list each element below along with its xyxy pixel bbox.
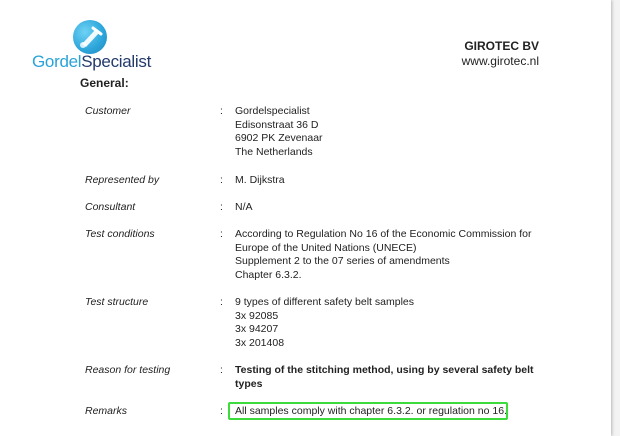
value-line: 3x 94207 [235, 323, 279, 335]
row-colon: : [220, 105, 223, 117]
row-colon: : [220, 201, 223, 213]
gordelspecialist-logo [32, 20, 152, 72]
company-name: GIROTEC BV [464, 39, 539, 53]
row-colon: : [220, 174, 223, 186]
value-line: Supplement 2 to the 07 series of amendments [235, 255, 450, 267]
company-header [462, 39, 539, 69]
row-label: Test structure [85, 296, 149, 308]
value-line: Chapter 6.3.2. [235, 268, 302, 281]
row-label: Remarks [85, 405, 128, 417]
row-value [235, 296, 535, 350]
row-label: Customer [85, 105, 131, 117]
row-colon: : [220, 296, 223, 308]
row-value [235, 201, 535, 215]
value-line: 3x 92085 [235, 309, 279, 322]
value-line: The Netherlands [235, 145, 313, 158]
company-website: www.girotec.nl [461, 54, 539, 68]
value-line: Edisonstraat 36 D [235, 118, 319, 131]
logo-wordmark: GordelSpecialist [32, 52, 151, 71]
row-value [235, 174, 535, 188]
row-value [235, 228, 535, 282]
value-line: N/A [235, 201, 253, 213]
row-value [235, 364, 535, 391]
value-line: Gordelspecialist [235, 105, 310, 117]
logo-emblem-icon [73, 20, 107, 54]
value-line: M. Dijkstra [235, 174, 285, 186]
row-label: Reason for testing [85, 364, 171, 376]
remarks-highlight-box [228, 402, 508, 420]
row-label: Consultant [85, 201, 136, 213]
row-value [235, 105, 535, 159]
value-line: According to Regulation No 16 of the Economic Commission for [235, 228, 532, 240]
section-title: General: [80, 76, 129, 90]
value-line: Europe of the United Nations (UNECE) [235, 241, 417, 254]
value-line: 9 types of different safety belt samples [235, 296, 414, 308]
value-line: Testing of the stitching method, using by several safety belt types [235, 364, 534, 390]
row-colon: : [220, 405, 223, 417]
value-line: All samples comply with chapter 6.3.2. or regulation no 16. [235, 405, 507, 417]
row-label: Test conditions [85, 228, 155, 240]
row-colon: : [220, 228, 223, 240]
value-line: 6902 PK Zevenaar [235, 132, 323, 144]
row-label: Represented by [85, 174, 160, 186]
value-line: 3x 201408 [235, 336, 285, 349]
row-colon: : [220, 364, 223, 376]
